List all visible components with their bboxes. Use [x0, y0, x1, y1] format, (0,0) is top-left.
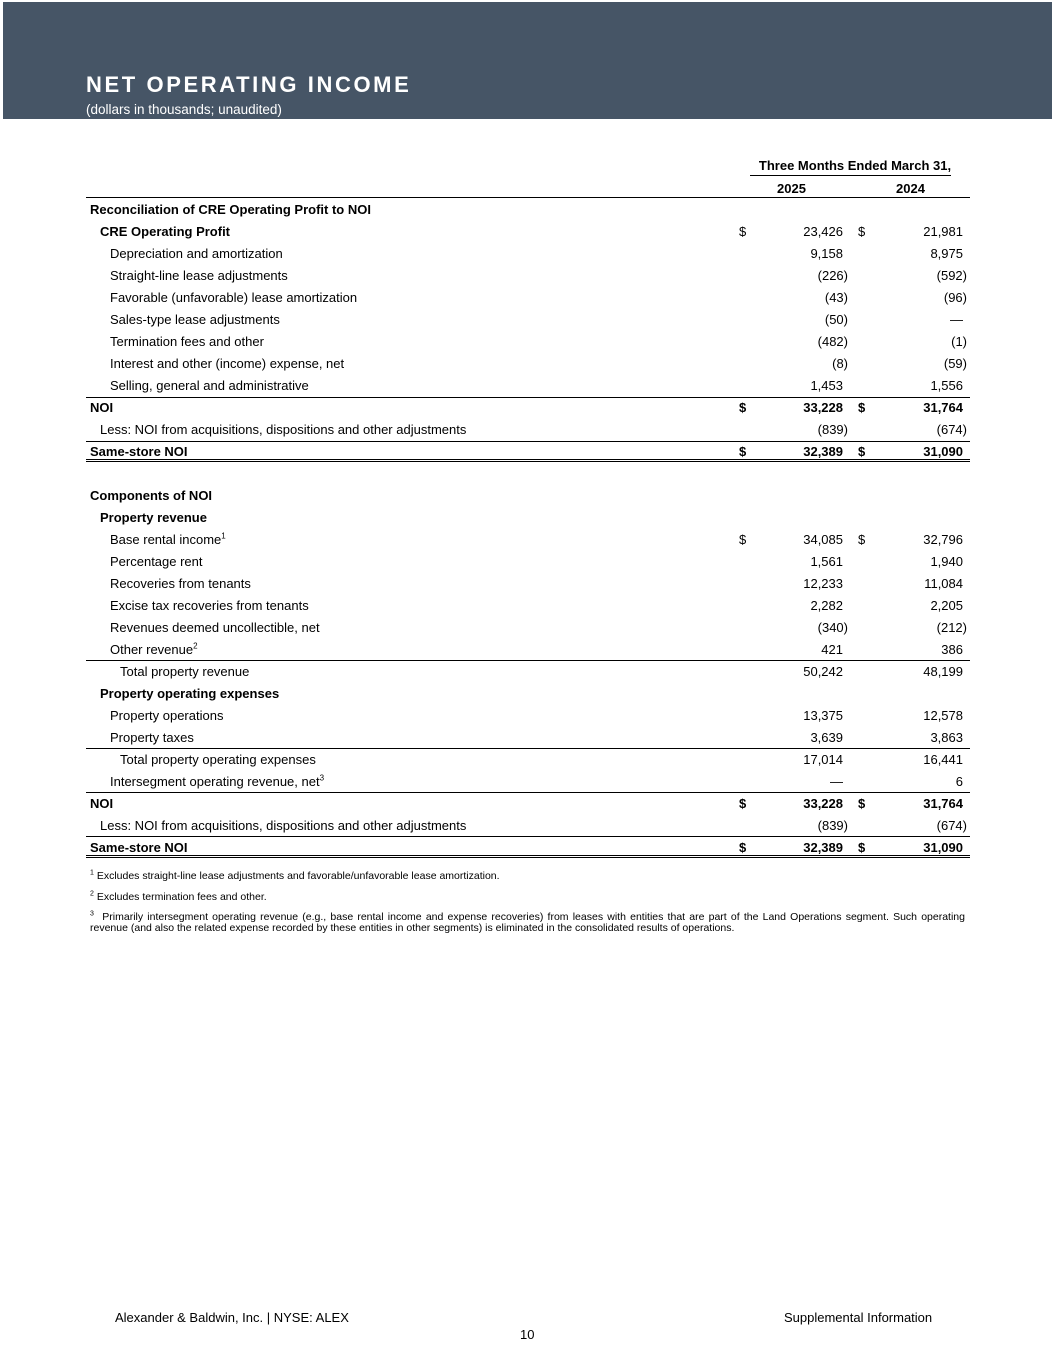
table-row-same-store-noi: Same-store NOI $ 32,389 $ 31,090	[90, 840, 963, 855]
period-underline	[750, 175, 951, 176]
table-row-intersegment: Intersegment operating revenue, net$^3$ — 6	[110, 773, 963, 789]
footer-section: Supplemental Information	[784, 1310, 933, 1325]
table-row: Revenues deemed uncollectible, net (340) (212)	[110, 620, 967, 635]
page-number: 10	[520, 1327, 535, 1342]
section-heading-components: Components of NOI	[90, 488, 213, 503]
table-row-same-store-noi: Same-store NOI $ 32,389 $ 31,090	[90, 444, 963, 459]
header-rule	[86, 197, 970, 198]
double-rule	[86, 459, 970, 462]
table-row: Percentage rent 1,561 1,940	[110, 554, 963, 569]
footnote-1: $^1$ Excludes straight-line lease adjustments and favorable/unfavorable lease amortization.	[90, 869, 500, 882]
table-row: Excise tax recoveries from tenants 2,282 2,205	[110, 598, 963, 613]
table-row-base-rental-income: Base rental income$^1$ $ 34,085 $ 32,796	[110, 531, 963, 547]
page-title: NET OPERATING INCOME	[86, 72, 412, 97]
table-row: Termination fees and other (482) (1)	[110, 334, 967, 349]
section-heading-reconciliation: Reconciliation of CRE Operating Profit to NOI	[90, 202, 371, 217]
table-row: Recoveries from tenants 12,233 11,084	[110, 576, 963, 591]
footnote-2: $^2$ Excludes termination fees and other.	[90, 890, 267, 903]
footer-company: Alexander & Baldwin, Inc. | NYSE: ALEX	[115, 1310, 349, 1325]
table-row: Depreciation and amortization 9,158 8,975	[110, 246, 963, 261]
table-row: Straight-line lease adjustments (226) (592)	[110, 268, 967, 283]
table-row-total-operating-expenses: Total property operating expenses 17,014 16,441	[120, 752, 963, 767]
table-row-less-adjustments: Less: NOI from acquisitions, dispositions and other adjustments (839) (674)	[100, 422, 967, 437]
double-rule	[86, 855, 970, 858]
table-row: Interest and other (income) expense, net (8) (59)	[110, 356, 967, 371]
table-row-noi: NOI $ 33,228 $ 31,764	[90, 796, 963, 811]
table-row: Sales-type lease adjustments (50) —	[110, 312, 963, 327]
table-row: Property taxes 3,639 3,863	[110, 730, 963, 745]
subsection-heading-operating-expenses: Property operating expenses	[100, 686, 280, 701]
subsection-heading-property-revenue: Property revenue	[100, 510, 207, 525]
table-row-total-property-revenue: Total property revenue 50,242 48,199	[120, 664, 963, 679]
year-2024-header: 2024	[896, 181, 925, 196]
table-row: Selling, general and administrative 1,453 1,556	[110, 378, 963, 393]
table-row-noi: NOI $ 33,228 $ 31,764	[90, 400, 963, 415]
year-2025-header: 2025	[777, 181, 806, 196]
table-row: Favorable (unfavorable) lease amortization (43) (96)	[110, 290, 967, 305]
footnote-3: $^3$ Primarily intersegment operating revenue (e.g., base rental income and expense recoveries) from leases with entities that are part of the Land Operations segment. Such operating revenue (and also the related expense recorded by these entities in other segments) is eliminated in the consolidated results of operations.	[90, 910, 965, 934]
table-row: Property operations 13,375 12,578	[110, 708, 963, 723]
table-row-cre-operating-profit: CRE Operating Profit $ 23,426 $ 21,981	[100, 224, 963, 239]
table-row-less-adjustments: Less: NOI from acquisitions, dispositions and other adjustments (839) (674)	[100, 818, 967, 833]
table-row-other-revenue: Other revenue$^2$ 421 386	[110, 641, 963, 657]
period-label: Three Months Ended March 31,	[758, 158, 952, 173]
page-subtitle: (dollars in thousands; unaudited)	[86, 102, 282, 117]
page-header	[3, 2, 1052, 119]
